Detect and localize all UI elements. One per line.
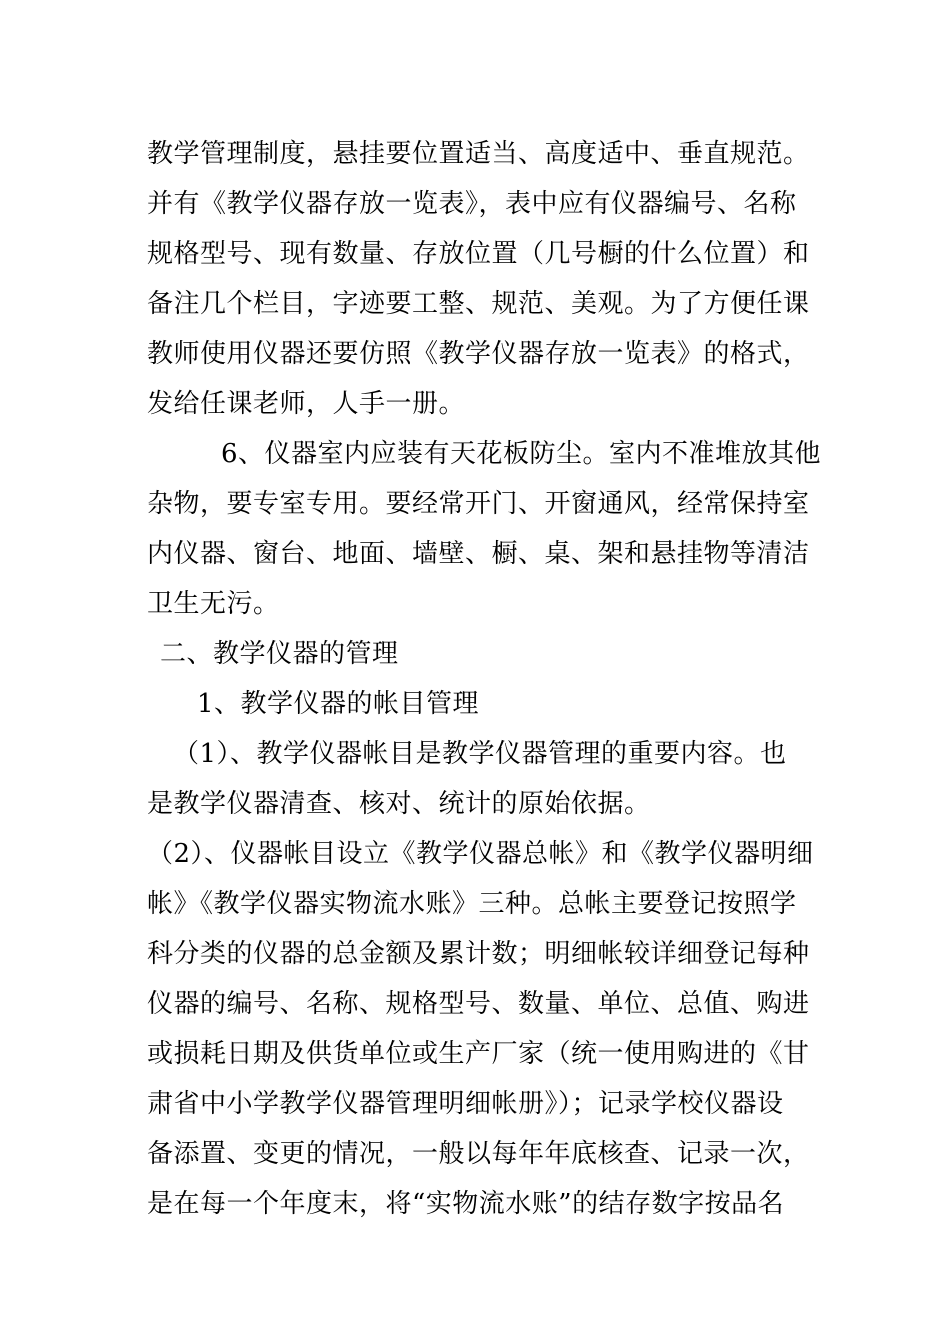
text-line-14: 是教学仪器清查、核对、统计的原始依据。 [147,789,651,819]
text-line-3: 规格型号、现有数量、存放位置（几号橱的什么位置）和 [147,239,810,269]
text-line-15: （2）、仪器帐目设立《教学仪器总帐》和《教学仪器明细 [147,839,814,869]
section-heading: 二、教学仪器的管理 [160,639,399,669]
text-line-1: 教学管理制度，悬挂要位置适当、高度适中、垂直规范。 [147,139,810,169]
text-line-7: 6、仪器室内应装有天花板防尘。室内不准堆放其他 [221,439,822,469]
text-line-18: 仪器的编号、名称、规格型号、数量、单位、总值、购进 [147,989,810,1019]
text-line-21: 备添置、变更的情况，一般以每年年底核查、记录一次， [147,1139,810,1169]
text-line-4: 备注几个栏目，字迹要工整、规范、美观。为了方便任课 [147,289,810,319]
text-line-10: 卫生无污。 [147,589,280,619]
text-line-6: 发给任课老师，人手一册。 [147,389,466,419]
subsection-heading: 1、教学仪器的帐目管理 [197,689,480,719]
text-line-17: 科分类的仪器的总金额及累计数；明细帐较详细登记每种 [147,939,810,969]
text-line-16: 帐》《教学仪器实物流水账》三种。总帐主要登记按照学 [147,889,797,919]
text-line-8: 杂物，要专室专用。要经常开门、开窗通风，经常保持室 [147,489,810,519]
text-line-22: 是在每一个年度末，将“实物流水账”的结存数字按品名 [147,1189,785,1219]
text-line-20: 肃省中小学教学仪器管理明细帐册》）；记录学校仪器设 [147,1089,784,1119]
text-line-5: 教师使用仪器还要仿照《教学仪器存放一览表》的格式， [147,339,810,369]
text-line-2: 并有《教学仪器存放一览表》，表中应有仪器编号、名称 [147,189,797,219]
text-line-19: 或损耗日期及供货单位或生产厂家（统一使用购进的《甘 [147,1039,810,1069]
text-line-13: （1）、教学仪器帐目是教学仪器管理的重要内容。也 [173,739,787,769]
text-line-9: 内仪器、窗台、地面、墙壁、橱、桌、架和悬挂物等清洁 [147,539,810,569]
